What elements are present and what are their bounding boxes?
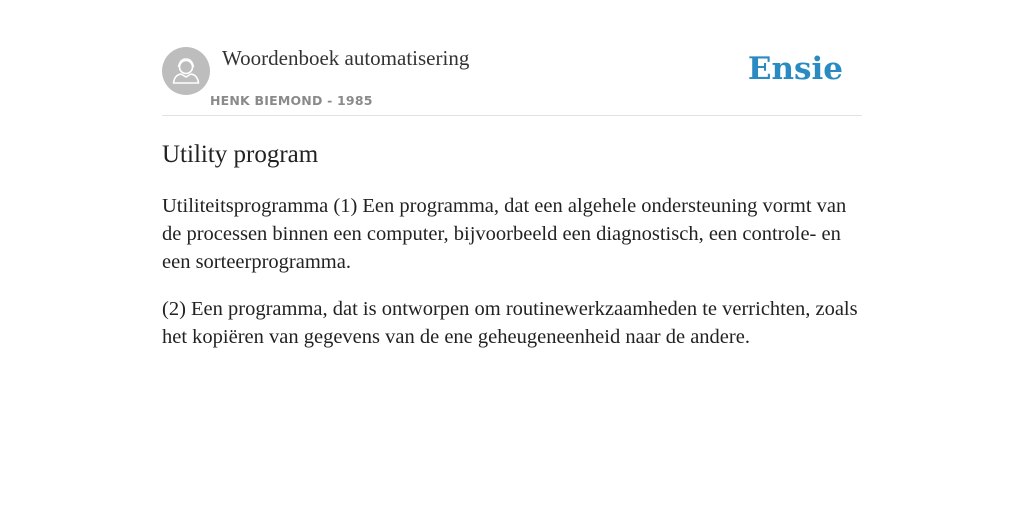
entry-title: Utility program — [162, 141, 319, 168]
publication-year: 1985 — [337, 93, 373, 108]
author-year-separator: - — [322, 93, 338, 108]
author-line — [210, 93, 373, 108]
book-header — [162, 46, 862, 116]
entry-body — [162, 192, 862, 370]
author-avatar[interactable] — [162, 47, 210, 95]
ensie-logo[interactable]: Ensie — [747, 51, 843, 87]
author-name[interactable]: HENK BIEMOND — [210, 93, 323, 108]
entry-paragraph-1: Utiliteitsprogramma (1) Een programma, dat een algehele ondersteuning vormt van de processen binnen een computer, bijvoorbeeld een diagnostisch, een controle- en een sorteerprogramma. — [162, 195, 847, 273]
entry-paragraph-2: (2) Een programma, dat is ontworpen om routinewerkzaamheden te verrichten, zoals het kopiëren van gegevens van de ene geheugeneenheid naar de andere. — [162, 298, 858, 348]
book-title[interactable]: Woordenboek automatisering — [222, 46, 470, 70]
user-silhouette-icon — [162, 47, 210, 95]
